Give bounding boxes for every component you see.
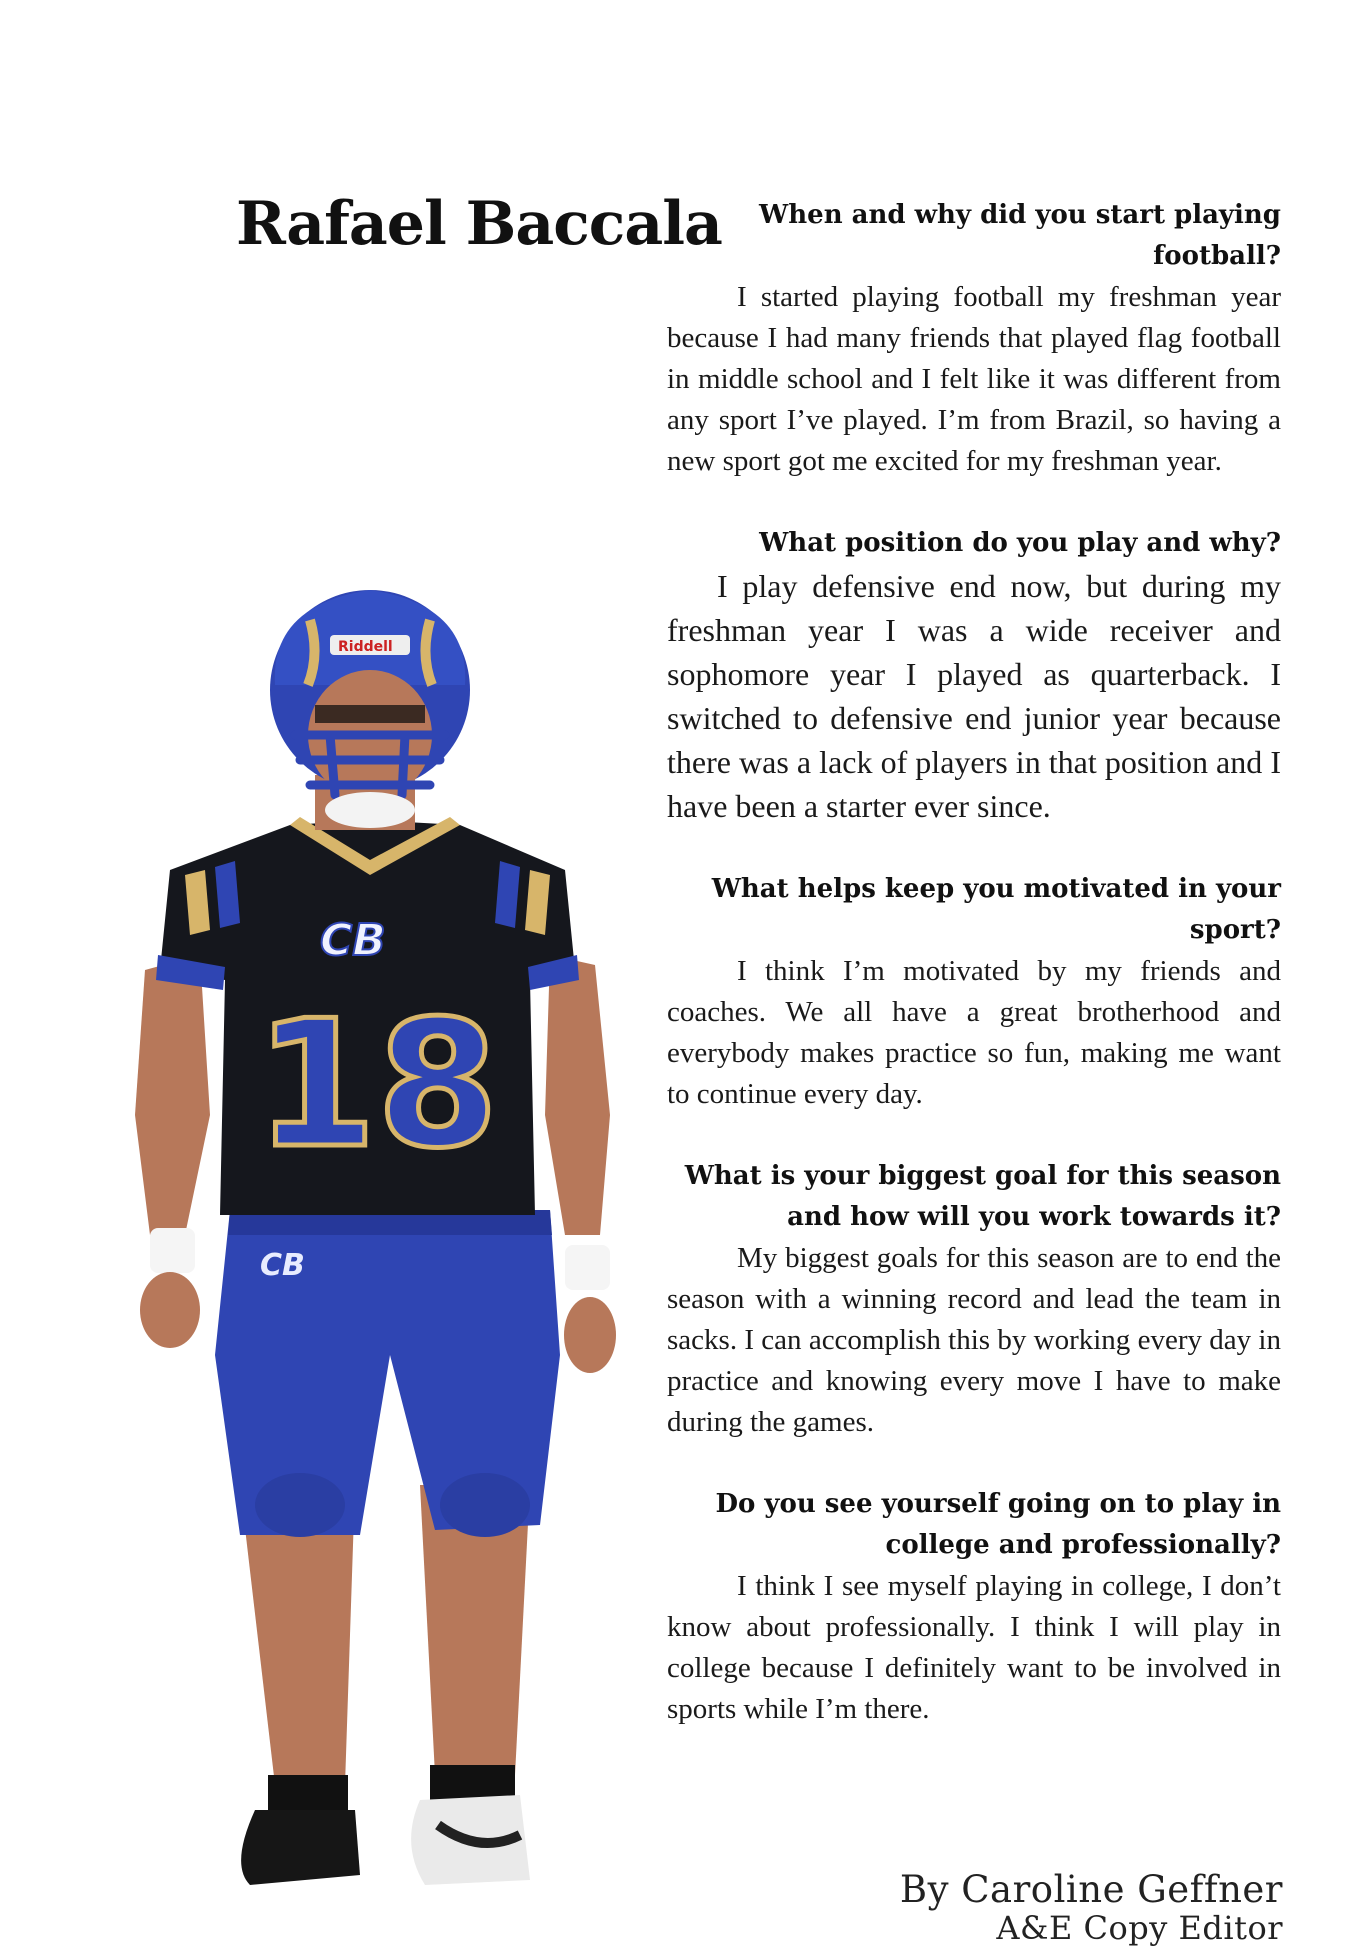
jersey-number: 18 (255, 984, 499, 1187)
pants-logo: CB (260, 1248, 305, 1283)
answer-4: My biggest goals for this season are to end the season with a winning record and lead the team in sacks. I can accomplish this by working every day in practice and knowing every move I have to make during the games. (667, 1242, 1281, 1438)
byline (900, 1870, 1283, 1946)
byline-author: By Caroline Geffner (899, 1868, 1283, 1911)
question-1: When and why did you start playing football? (759, 200, 1281, 271)
question-2: What position do you play and why? (759, 528, 1281, 558)
answer-3: I think I’m motivated by my friends and coaches. We all have a great brotherhood and everybody makes practice so fun, making me want to continue every day. (667, 955, 1281, 1110)
answer-2: I play defensive end now, but during my freshman year I was a wide receiver and sophomore year I played as quarterback. I switched to defensive end junior year because there was a lack of players in that position and I have been a starter ever since. (667, 568, 1281, 824)
helmet-brand: Riddell (338, 639, 393, 655)
qa-block-5 (667, 1484, 1281, 1730)
article-headline: Rafael Baccala (236, 189, 722, 259)
question-3: What helps keep you motivated in your sport? (711, 874, 1281, 945)
qa-block-3 (667, 869, 1281, 1115)
answer-5: I think I see myself playing in college, I don’t know about professionally. I think I will play in college because I definitely want to be involved in sports while I’m there. (667, 1570, 1281, 1725)
question-4: What is your biggest goal for this season and how will you work towards it? (684, 1161, 1281, 1232)
question-5: Do you see yourself going on to play in college and professionally? (715, 1489, 1281, 1560)
player-photo (90, 355, 670, 1930)
answer-1: I started playing football my freshman year because I had many friends that played flag football in middle school and I felt like it was different from any sport I’ve played. I’m from Brazil, so having a new sport got me excited for my freshman year. (667, 281, 1281, 477)
qa-block-4 (667, 1156, 1281, 1443)
qa-block-1 (667, 195, 1281, 482)
football-player-illustration (90, 355, 670, 1930)
interview-column (667, 195, 1281, 1730)
byline-role: A&E Copy Editor (996, 1909, 1283, 1947)
qa-block-2 (667, 523, 1281, 828)
jersey-logo: CB (320, 915, 386, 966)
